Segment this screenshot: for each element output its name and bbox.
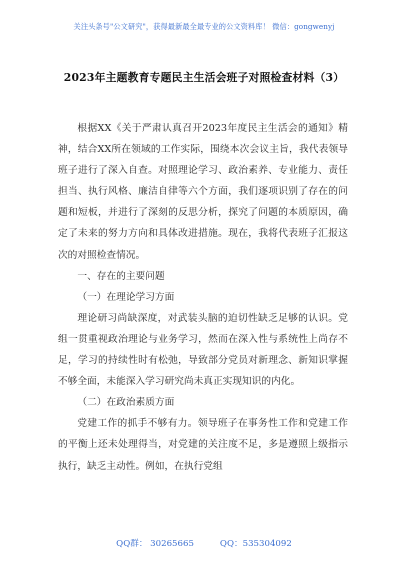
promo-banner: 关注头条号"公文研究"，获得最新最全最专业的公文资料库！ 微信：gongwenyj	[73, 22, 335, 31]
intro-paragraph: 根据XX《关于严肃认真召开2023年度民主生活会的通知》精神，结合XX所在领域的工作实际，围绕本次会议主旨，我代表领导班子进行了深入自查。对照理论学习、政治素养、专业能力、责任担当、执行风格、廉洁自律等六个方面，我们逐项识别了存在的问题和短板，并进行了深刻的反思分析，探究了问题的本质原因，确定了未来的努力方向和具体改进措施。现在，我将代表班子汇报这次的对照检查情况。	[58, 123, 348, 261]
document-title: 2023年主题教育专题民主生活会班子对照检查材料（3）	[63, 71, 345, 84]
qq-group-text: QQ群： 30265665	[116, 539, 194, 549]
subsection-heading: （一）在理论学习方面	[77, 291, 175, 303]
body-paragraph: 理论研习尚缺深度，对武装头脑的迫切性缺乏足够的认识。党组一贯重视政治理论与业务学习，然而在深入性与系统性上尚存不足，学习的持续性时有松弛，导致部分党员对新理念、新知识掌握不够全面，未能深入学习研究尚未真正实现知识的内化。	[58, 312, 348, 388]
contact-footer	[0, 537, 408, 549]
body-paragraph: 党建工作的抓手不够有力。领导班子在事务性工作和党建工作的平衡上还未处理得当，对党建的关注度不足，多是遵照上级指示执行，缺乏主动性。例如，在执行党组	[58, 418, 348, 472]
qq-contact-text: QQ：535304092	[219, 539, 292, 549]
document-body	[58, 118, 348, 477]
section-heading: 一、存在的主要问题	[77, 270, 165, 282]
subsection-heading: （二）在政治素质方面	[77, 397, 175, 409]
